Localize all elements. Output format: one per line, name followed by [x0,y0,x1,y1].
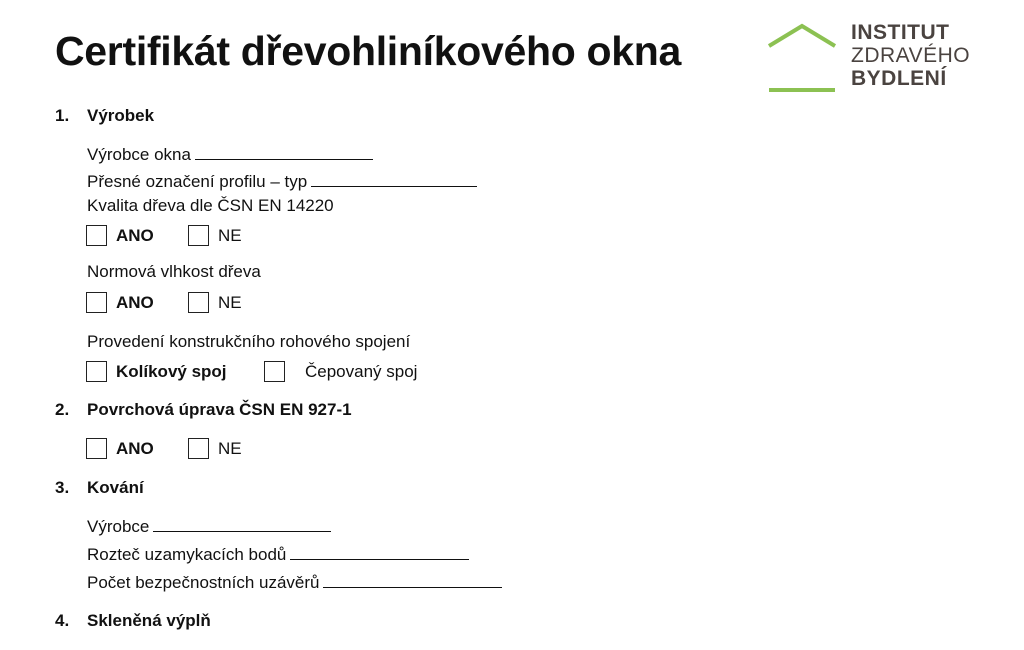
logo-line-1: INSTITUT [851,21,950,44]
house-roof-icon [766,22,838,94]
section-1-heading: 1. Výrobek [55,106,155,125]
surface-yes-checkbox[interactable] [86,438,107,459]
section-4-heading: 4. Skleněná výplň [55,611,211,630]
profile-type-blank[interactable] [311,172,477,187]
wood-quality-label: Kvalita dřeva dle ČSN EN 14220 [87,196,334,215]
field-locking-spacing: Rozteč uzamykacích bodů [87,545,469,565]
moisture-yes-checkbox[interactable] [86,292,107,313]
manufacturer-blank[interactable] [195,145,373,160]
logo-line-2: ZDRAVÉHO [851,44,971,67]
field-hardware-manufacturer: Výrobce [87,517,331,537]
wood-quality-no-checkbox[interactable] [188,225,209,246]
safety-locks-blank[interactable] [323,573,502,588]
locking-spacing-blank[interactable] [290,545,469,560]
tenon-joint-checkbox[interactable] [264,361,285,382]
section-2-heading: 2. Povrchová úprava ČSN EN 927-1 [55,400,352,419]
page-title: Certifikát dřevohliníkového okna [55,28,682,74]
moisture-no-checkbox[interactable] [188,292,209,313]
dowel-joint-label: Kolíkový spoj [116,362,227,381]
yes-label: ANO [116,439,154,458]
field-safety-locks: Počet bezpečnostních uzávěrů [87,573,502,593]
yes-label: ANO [116,226,154,245]
yes-label: ANO [116,293,154,312]
no-label: NE [218,439,242,458]
no-label: NE [218,293,242,312]
wood-quality-yes-checkbox[interactable] [86,225,107,246]
field-profile-type: Přesné označení profilu – typ [87,172,477,192]
no-label: NE [218,226,242,245]
surface-no-checkbox[interactable] [188,438,209,459]
tenon-joint-label: Čepovaný spoj [305,362,418,381]
wood-moisture-label: Normová vlhkost dřeva [87,262,261,281]
section-3-heading: 3. Kování [55,478,144,497]
field-window-manufacturer: Výrobce okna [87,145,373,165]
logo-line-3: BYDLENÍ [851,67,947,90]
dowel-joint-checkbox[interactable] [86,361,107,382]
corner-joint-label: Provedení konstrukčního rohového spojení [87,332,411,351]
hardware-manufacturer-blank[interactable] [153,517,331,532]
